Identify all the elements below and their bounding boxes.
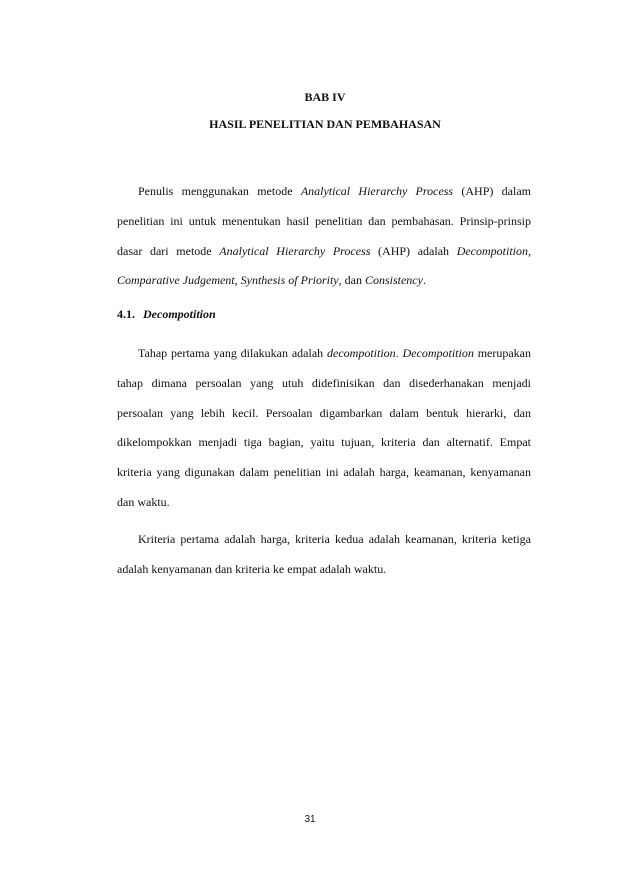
intro-term: Analytical Hierarchy Process <box>300 184 454 198</box>
para-text: Kriteria pertama adalah harga, kriteria kedua adalah keamanan, kriteria ketiga adalah kenyamanan dan kriteria ke empat adalah waktu. <box>117 532 531 576</box>
intro-text: , <box>234 273 241 288</box>
intro-text: (AHP) dalam penelitian ini untuk menentukan hasil penelitian dan pembahasan. Prinsip-prinsip dasar dari metode <box>117 184 531 258</box>
intro-text: . <box>422 273 426 288</box>
para-text: merupakan tahap dimana persoalan yang utuh didefinisikan dan disederhanakan menjadi persoalan yang lebih kecil. Persoalan digambarkan dalam bentuk hierarki, dan dikelompokkan menjadi tiga bagian, yaitu tujuan, kriteria dan alternatif. Empat kriteria yang digunakan dalam penelitian ini adalah harga, keamanan, kenyamanan dan waktu. <box>117 346 532 509</box>
intro-term: Consistency <box>364 273 423 288</box>
para-term: decompotition <box>327 346 396 360</box>
para-term: Decompotition <box>402 346 474 360</box>
intro-term: Analytical Hierarchy Process <box>219 243 371 258</box>
intro-paragraph <box>117 177 531 296</box>
criteria-paragraph <box>117 525 531 585</box>
intro-text: (AHP) adalah <box>370 243 457 258</box>
para-text: . <box>395 346 403 360</box>
chapter-title: HASIL PENELITIAN DAN PEMBAHASAN <box>209 117 441 131</box>
intro-text: , dan <box>338 273 365 288</box>
intro-term: Synthesis of Priority <box>240 273 339 288</box>
intro-text: , <box>528 243 532 258</box>
intro-term: Comparative Judgement <box>117 273 235 288</box>
section-number: 4.1. <box>117 307 135 321</box>
section-heading <box>117 307 216 322</box>
chapter-number: BAB IV <box>304 90 346 104</box>
page-number: 31 <box>304 814 316 825</box>
section-title: Decompotition <box>143 307 216 321</box>
para-text: Tahap pertama yang dilakukan adalah <box>138 346 327 360</box>
decomposition-paragraph <box>117 339 531 518</box>
intro-text: Penulis menggunakan metode <box>138 184 301 198</box>
intro-term: Decompotition <box>456 243 529 258</box>
